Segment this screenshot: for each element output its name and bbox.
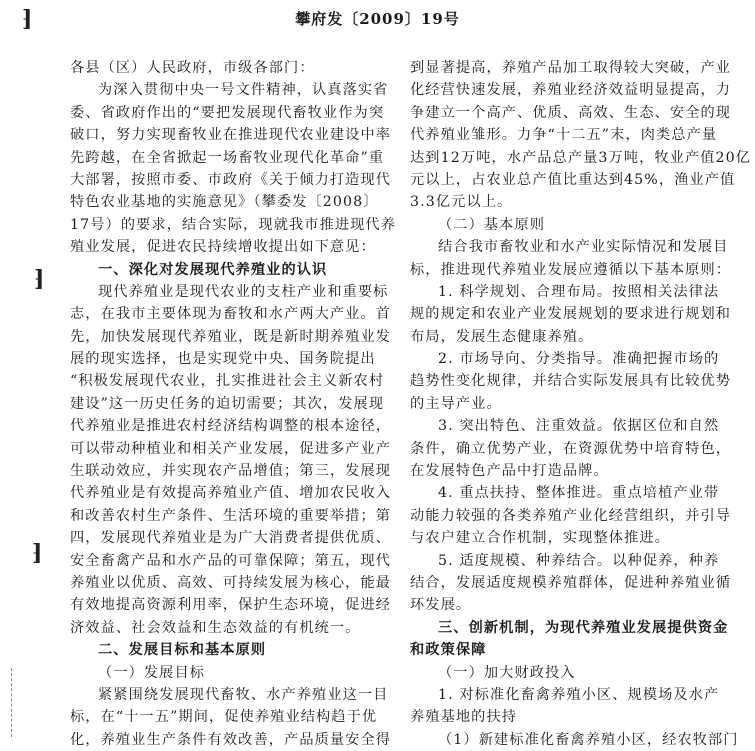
text-line: 元以上，占农业总产值比重达到45%，渔业产值 xyxy=(410,171,736,188)
text-line: 志，在我市主要体现为畜牧和水产两大产业。首 xyxy=(70,306,392,323)
text-line: 结合我市畜牧业和水产业实际情况和发展目 xyxy=(438,239,729,256)
text-line: 现代养殖业是现代农业的支柱产业和重要标 xyxy=(98,283,389,300)
text-line: 代养殖业是有效提高养殖业产值、增加农民收入 xyxy=(70,485,392,502)
text-line: 到显著提高，养殖产品加工取得较大突破，产业 xyxy=(410,60,732,76)
text-line: 建设”这一历史任务的迫切需要；其次，发展现 xyxy=(70,395,385,412)
text-line: “积极发展现代农业，扎实推进社会主义新农村 xyxy=(70,373,385,390)
text-line: 达到12万吨，水产品总产量3万吨，牧业产值20亿 xyxy=(410,149,752,166)
text-line: 争建立一个高产、优质、高效、生态、安全的现 xyxy=(410,104,732,121)
text-line: 有效地提高资源利用率，保护生态环境，促进经 xyxy=(70,597,392,614)
text-line: 委、省政府作出的“要把发展现代畜牧业作为突 xyxy=(70,104,385,121)
text-line: 标，推进现代养殖业发展应遵循以下基本原则： xyxy=(410,261,732,278)
text-line: 化，养殖业生产条件有效改善，产品质量安全得 xyxy=(70,731,392,748)
text-line: 特色农业基地的实施意见》（攀委发〔2008〕 xyxy=(70,194,379,211)
text-line: 紧紧围绕发展现代畜牧、水产养殖业这一目 xyxy=(98,686,389,703)
text-line: 先，加快发展现代养殖业，既是新时期养殖业发 xyxy=(70,328,392,345)
page-edge-line xyxy=(11,668,13,737)
text-line: 生联动效应，并实现农产品增值；第三，发展现 xyxy=(70,463,392,480)
text-line: 先跨越，在全省掀起一场畜牧业现代化革命”重 xyxy=(70,149,385,166)
text-line: 4. 重点扶持、整体推进。重点培植产业带 xyxy=(438,485,720,502)
text-line: 各县（区）人民政府，市级各部门： xyxy=(70,60,315,76)
text-line: （一）加大财政投入 xyxy=(438,664,576,681)
text-line: 规的规定和农业产业发展规划的要求进行规划和 xyxy=(410,306,732,323)
right-column xyxy=(410,57,750,751)
section-heading-line: 和政策保障 xyxy=(410,642,487,659)
text-line: 安全畜禽产品和水产品的可靠保障；第五，现代 xyxy=(70,552,392,569)
text-line: （一）发展目标 xyxy=(98,664,206,681)
text-line: 殖业发展，促进农民持续增收提出如下意见： xyxy=(70,239,376,256)
text-line: 动能力较强的各类养殖产业化经营组织，并引导 xyxy=(410,507,732,524)
section-heading-line: 三、创新机制，为现代养殖业发展提供资金 xyxy=(438,619,729,636)
section-heading-line: 二、发展目标和基本原则 xyxy=(98,642,267,659)
text-line: 环发展。 xyxy=(410,597,472,614)
text-line: 养殖基地的扶持 xyxy=(410,709,518,726)
text-line: 代养殖业雏形。力争“十二五”末，肉类总产量 xyxy=(410,127,718,144)
text-line: 济效益、社会效益和生态效益的有机统一。 xyxy=(70,619,361,636)
text-line: 和改善农村生产条件、生活环境的重要举措；第 xyxy=(70,507,392,524)
text-line: 趋势性变化规律，并结合实际发展具有比较优势 xyxy=(410,373,732,390)
text-line: 5. 适度规模、种养结合。以种促养，种养 xyxy=(438,552,720,569)
text-line: 展的现实选择，也是实现党中央、国务院提出 xyxy=(70,351,376,368)
binding-hole-mark: ⁆ xyxy=(34,266,45,292)
text-line: 3.3亿元以上。 xyxy=(410,194,513,211)
text-line: 大部署，按照市委、市政府《关于倾力打造现代 xyxy=(70,171,392,188)
text-line: 四，发展现代养殖业是为广大消费者提供优质、 xyxy=(70,530,392,547)
text-line: 1. 科学规划、合理布局。按照相关法律法 xyxy=(438,283,720,300)
text-line: 可以带动种植业和相关产业发展，促进多产业产 xyxy=(70,440,392,457)
document-number-header: 攀府发〔2009〕19号 xyxy=(295,10,460,28)
text-line: （二）基本原则 xyxy=(438,216,546,233)
binding-hole-mark: ⁆ xyxy=(32,540,43,566)
text-line: 3. 突出特色、注重效益。依据区位和自然 xyxy=(438,418,720,435)
text-line: 1. 对标准化畜禽养殖小区、规模场及水产 xyxy=(438,686,720,703)
text-line: 在发展特色产品中打造品牌。 xyxy=(410,463,609,480)
text-line: （1）新建标准化畜禽养殖小区，经农牧部门 xyxy=(438,731,739,748)
text-line: 化经营快速发展，养殖业经济效益明显提高，力 xyxy=(410,82,732,99)
section-heading-line: 一、深化对发展现代养殖业的认识 xyxy=(98,261,328,278)
text-line: 结合，发展适度规模养殖群体，促进种养殖业循 xyxy=(410,574,732,591)
binding-hole-mark: ⁆ xyxy=(22,6,33,32)
text-line: 与农户建立合作机制，实现整体推进。 xyxy=(410,530,670,547)
text-line: 破口，努力实现畜牧业在推进现代农业建设中率 xyxy=(70,127,392,144)
text-line: 17号）的要求，结合实际，现就我市推进现代养 xyxy=(70,216,397,233)
text-line: 的主导产业。 xyxy=(410,395,502,412)
text-line: 标，在“十一五”期间，促使养殖业结构趋于优 xyxy=(70,709,378,726)
text-line: 2. 市场导向、分类指导。准确把握市场的 xyxy=(438,351,720,368)
text-line: 代养殖业是推进农村经济结构调整的根本途径， xyxy=(70,418,392,435)
text-line: 养殖业以优质、高效、可持续发展为核心，能最 xyxy=(70,574,392,591)
left-column xyxy=(70,57,408,751)
text-line: 布局，发展生态健康养殖。 xyxy=(410,328,594,345)
text-line: 为深入贯彻中央一号文件精神，认真落实省 xyxy=(98,82,389,99)
text-line: 条件，确立优势产业，在资源优势中培育特色， xyxy=(410,440,732,457)
